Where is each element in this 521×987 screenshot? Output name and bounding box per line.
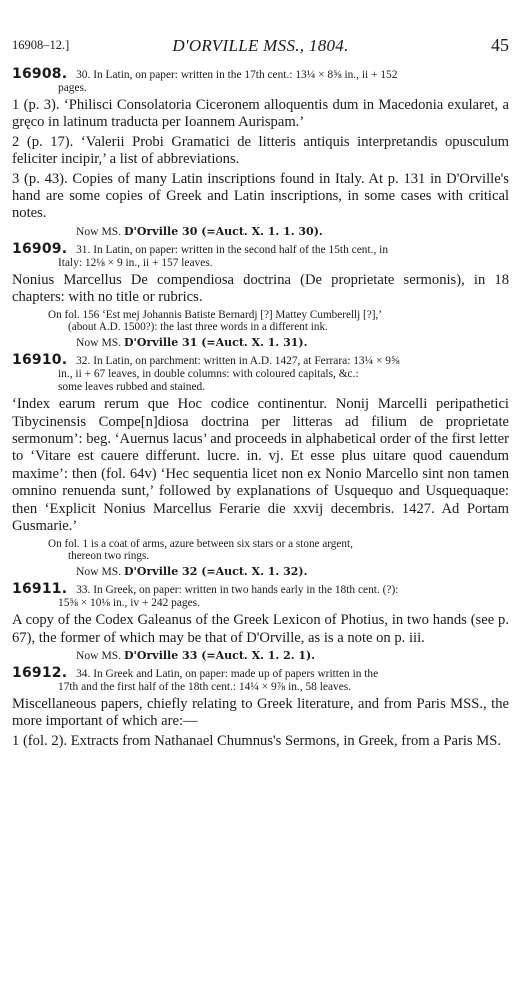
page-number: 45 [491,35,509,55]
shelfmark [76,649,509,663]
entry-number: 16911. [12,581,68,598]
shelfmark-prefix: Now MS. [76,224,122,238]
entry-number: 16910. [12,352,68,369]
description-line: In Greek and Latin, on paper: made up of papers written in the [93,667,379,680]
shelfmark [76,336,509,350]
entry-heading [12,354,509,394]
content-paragraph: A copy of the Codex Galeanus of the Greek Lexicon of Photius, in two hands (see p. 67), the former of which may be that of D'Orville, as is a note on p. iii. [12,612,509,646]
content-paragraph: 2 (p. 17). ‘Valerii Probi Gramatici de litteris antiquis interpretandis opusculum feliciter incipir,’ a list of abbreviations. [12,133,509,168]
entry-number: 16908. [12,66,68,82]
content-paragraph: Miscellaneous papers, chiefly relating to Greek literature, and from Paris MSS., the more important of which are:— [12,695,509,730]
description-line: 17th and the first half of the 18th cent.: 14¼ × 9⅞ in., 58 leaves. [58,680,352,693]
item-number: 31. [76,243,91,256]
running-header [12,36,509,56]
entry-16909 [12,240,509,350]
catalogue-text [12,64,509,750]
item-number: 30. [76,69,91,81]
entry-16911 [12,583,509,663]
shelfmark-prefix: Now MS. [76,648,122,662]
note-line: thereon two rings. [68,550,150,563]
description-line: 15⅝ × 10⅛ in., iv + 242 pages. [58,597,200,610]
shelfmark-value: D'Orville 32 (=Auct. X. 1. 32). [124,565,308,579]
footnote [48,309,509,335]
item-number: 34. [76,667,91,680]
entry-heading [12,583,509,610]
content-paragraph: Nonius Marcellus De compendiosa doctrina (De proprietate sermonis), in 18 chapters: with no title or rubrics. [12,271,509,306]
note-line: (about A.D. 1500?): the last three words in a different ink. [68,321,328,334]
entry-16910 [12,354,509,579]
shelfmark-prefix: Now MS. [76,336,122,350]
description-line: Italy: 12⅛ × 9 in., ii + 157 leaves. [58,256,213,269]
note-line: On fol. 1 is a coat of arms, azure between six stars or a stone argent, [48,537,353,550]
content-paragraph: 3 (p. 43). Copies of many Latin inscriptions found in Italy. At p. 131 in D'Orville's hand are some copies of Greek and Latin inscriptions, in some cases with critical notes. [12,170,509,222]
description-line: in., ii + 67 leaves, in double columns: with coloured capitals, &c.: [58,368,359,381]
description-line: pages. [58,82,87,94]
shelfmark-value: D'Orville 31 (=Auct. X. 1. 31). [124,336,308,350]
entry-heading [12,240,509,270]
shelfmark-prefix: Now MS. [76,565,122,579]
description-line: In Latin, on parchment: written in A.D. 1427, at Ferrara: 13¼ × 9⅝ [93,355,400,368]
content-paragraph: 1 (p. 3). ‘Philisci Consolatoria Ciceronem alloquentis dum in Macedonia exularet, a gręco in latinum traducta per Ioannem Aurispam.’ [12,97,509,131]
header-range: 16908–12.] [12,38,70,52]
description-line: In Latin, on paper: written in the second half of the 15th cent., in [93,243,389,256]
content-paragraph: 1 (fol. 2). Extracts from Nathanael Chumnus's Sermons, in Greek, from a Paris MS. [12,732,501,749]
description-line: In Latin, on paper: written in the 17th cent.: 13¼ × 8⅝ in., ii + 152 [93,69,398,81]
shelfmark [76,565,509,579]
description-line: In Greek, on paper: written in two hands early in the 18th cent. (?): [93,584,399,597]
entry-heading [12,68,509,95]
entry-number: 16912. [12,664,68,681]
note-line: On fol. 156 ‘Est mej Johannis Batiste Bernardj [?] Mattey Cumberellj [?],’ [48,308,382,321]
footnote [48,538,509,564]
item-number: 33. [76,584,91,597]
entry-16912 [12,664,509,750]
shelfmark-value: D'Orville 30 (=Auct. X. 1. 1. 30). [124,224,323,238]
entry-heading [12,664,509,694]
entry-16908 [12,68,509,239]
shelfmark [76,225,509,239]
content-paragraph: ‘Index earum rerum que Hoc codice continentur. Nonij Marcelli peripathetici Tibycinensis Compe[n]diosa doctrina per litteras ad filium de proprietate sermonum’: beg. ‘Auernus lacus’ and proceeds in alphabetical order of the first letter to ‘Vitare est cauere differunt. lucre. in. vj. Et esse plus uitare quod cauendum maxime’: then (fol. 64v) ‘Hec sequentia licet non ex Nonio Marcello sint non tamen omnino renuenda sunt,’ followed by explanations of Usquequo and Usquequaque: then ‘Explicit Nonius Marcellus Ferarie die xxvij decembris. 1427. Ad Portam Gusmarie.’ [12,396,509,535]
description-line: some leaves rubbed and stained. [58,381,206,394]
item-number: 32. [76,355,91,368]
header-title: D'ORVILLE MSS., 1804. [172,36,349,55]
shelfmark-value: D'Orville 33 (=Auct. X. 1. 2. 1). [124,648,316,662]
entry-number: 16909. [12,240,68,257]
